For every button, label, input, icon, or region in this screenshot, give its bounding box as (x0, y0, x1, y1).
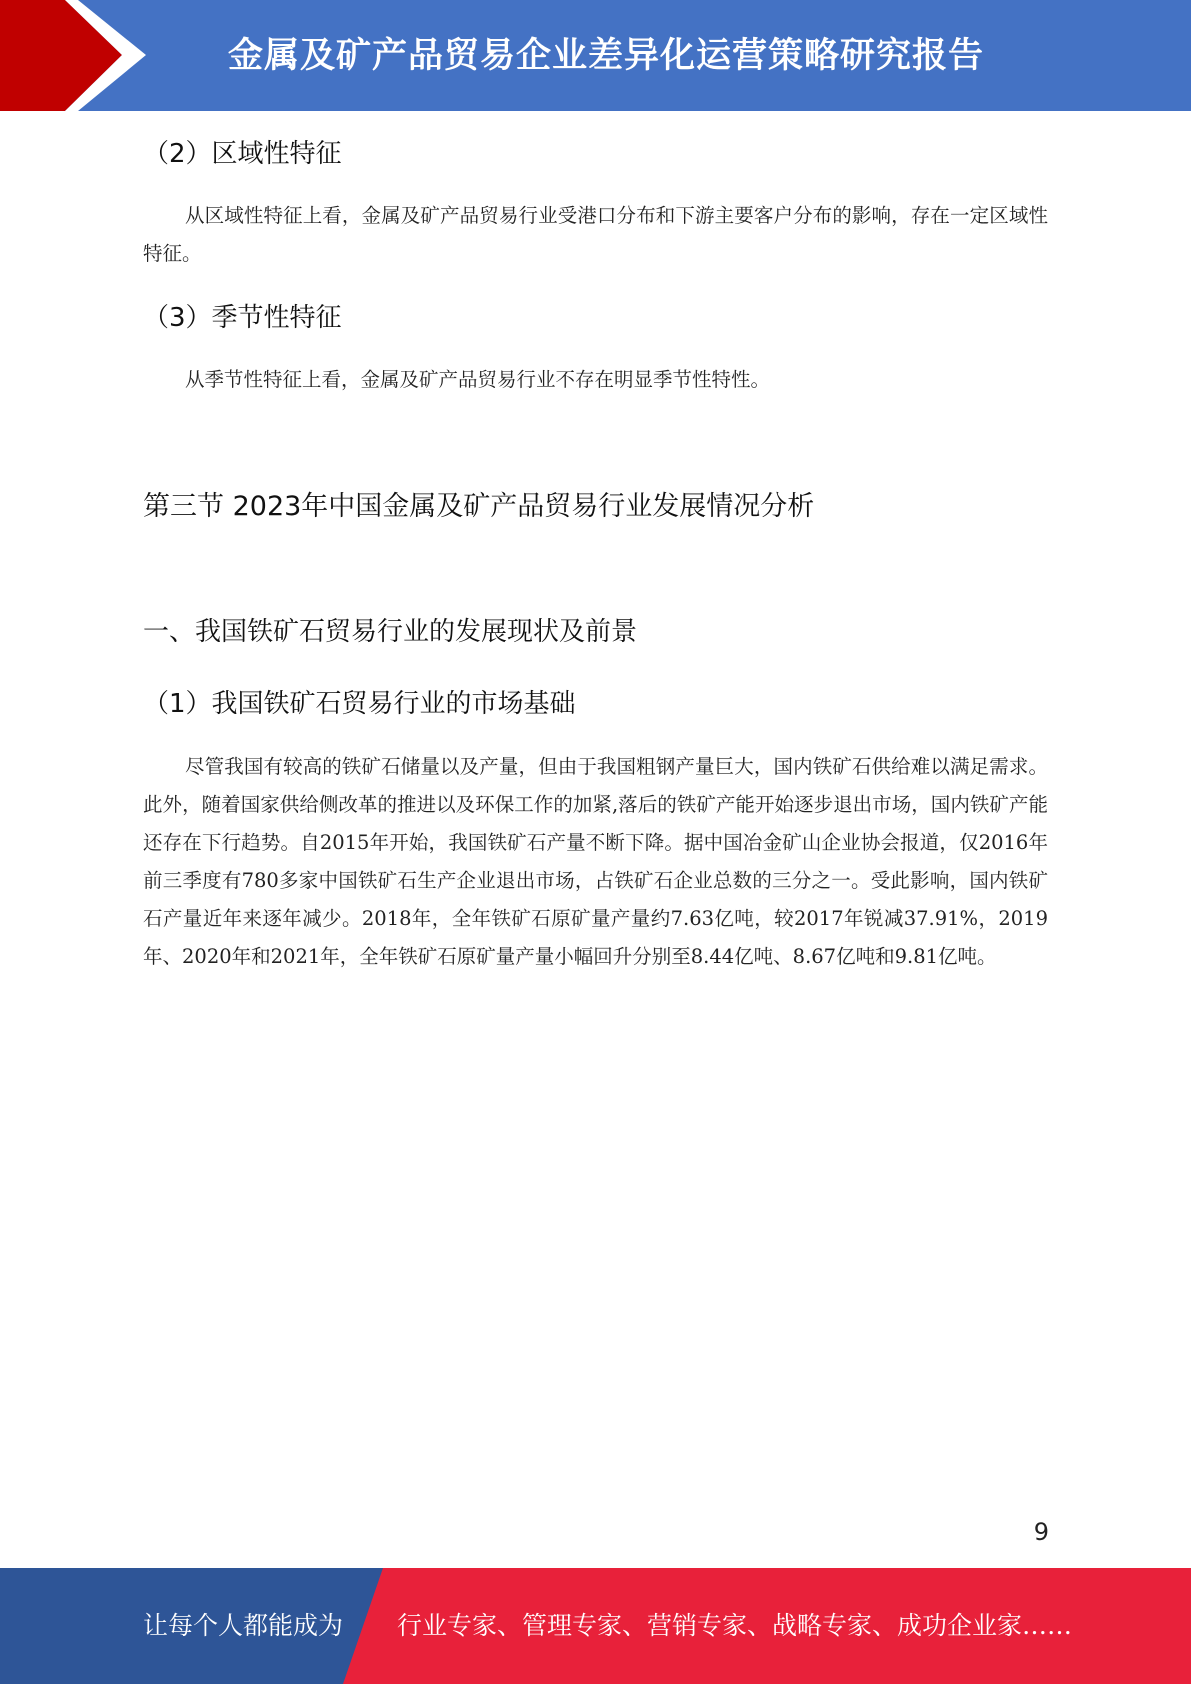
seasonal-heading: （3）季节性特征 (143, 303, 342, 333)
market-basis-paragraph: 尽管我国有较高的铁矿石储量以及产量，但由于我国粗钢产量巨大，国内铁矿石供给难以满足需求。此外，随着国家供给侧改革的推进以及环保工作的加紧,落后的铁矿产能开始逐步退出市场，国内铁矿产能还存在下行趋势。自2015年开始，我国铁矿石产量不断下降。据中国冶金矿山企业协会报道，仅2016年前三季度有780多家中国铁矿石生产企业退出市场，占铁矿石企业总数的三分之一。受此影响，国内铁矿石产量近年来逐年减少。2018年，全年铁矿石原矿量产量约7.63亿吨，较2017年锐减37.91%，2019年、2020年和2021年，全年铁矿石原矿量产量小幅回升分别至8.44亿吨、8.67亿吨和9.81亿吨。 (143, 755, 1048, 968)
part-one-heading: 一、我国铁矿石贸易行业的发展现状及前景 (143, 617, 638, 647)
page-number: 9 (1033, 1518, 1049, 1546)
footer-slogan-right: 行业专家、管理专家、营销专家、战略专家、成功企业家…… (397, 1611, 1073, 1640)
regional-paragraph: 从区域性特征上看，金属及矿产品贸易行业受港口分布和下游主要客户分布的影响，存在一定区域性特征。 (143, 204, 1048, 265)
market-basis-heading: （1）我国铁矿石贸易行业的市场基础 (143, 689, 576, 719)
header-title: 金属及矿产品贸易企业差异化运营策略研究报告 (228, 36, 985, 76)
page-footer (0, 1568, 1191, 1684)
seasonal-paragraph: 从季节性特征上看，金属及矿产品贸易行业不存在明显季节性特性。 (185, 368, 771, 391)
header-chevron-icon (0, 0, 160, 111)
chapter-heading: 第三节 2023年中国金属及矿产品贸易行业发展情况分析 (143, 491, 815, 522)
regional-heading: （2）区域性特征 (143, 139, 342, 169)
page-header (0, 0, 1191, 111)
footer-slogan-left: 让每个人都能成为 (143, 1611, 344, 1640)
